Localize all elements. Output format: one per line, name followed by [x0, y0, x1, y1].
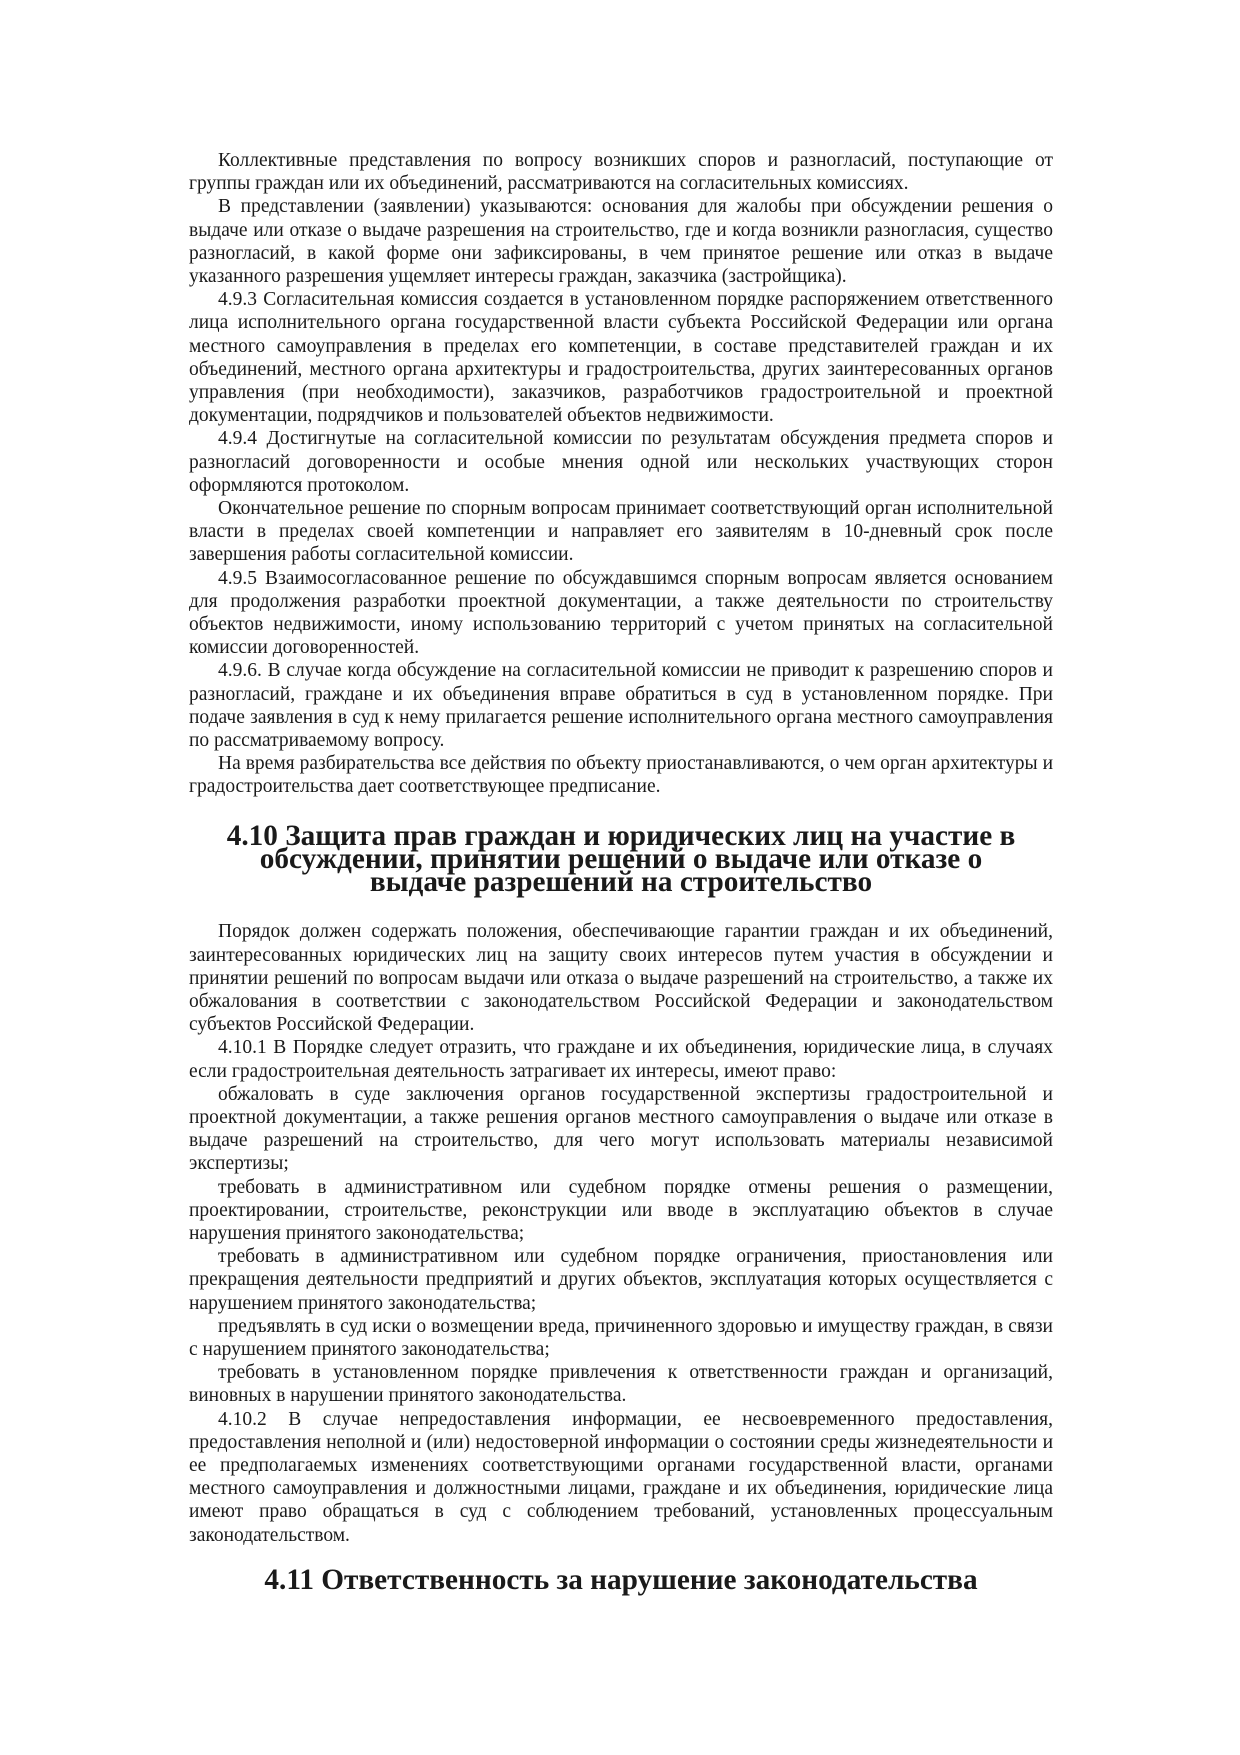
- paragraph-right-appeal-court: обжаловать в суде заключения органов государственной экспертизы градостроительной и проектной документации, а также решения органов местного самоуправления о выдаче или отказе в выдаче разрешений на строительство, для чего могут использовать материалы независимой экспертизы;: [189, 1083, 1053, 1175]
- document-page: [189, 149, 1053, 1596]
- paragraph-right-damages: предъявлять в суд иски о возмещении вреда, причиненного здоровью и имуществу граждан, в связи с нарушением принятого законодательства;: [189, 1315, 1053, 1360]
- paragraph-final-decision: Окончательное решение по спорным вопросам принимает соответствующий орган исполнительной власти в пределах своей компетенции и направляет его заявителям в 10-дневный срок после завершения работы согласительной комиссии.: [189, 498, 1053, 566]
- paragraph-4-9-3: 4.9.3 Согласительная комиссия создается в установленном порядке распоряжением ответственного лица исполнительного органа государственной власти субъекта Российской Федерации или органа местного самоуправления в пределах его компетенции, в составе представителей граждан и их объединений, местного органа архитектуры и градостроительства, других заинтересованных органов управления (при необходимости), заказчиков, разработчиков градостроительной и проектной документации, подрядчиков и пользователей объектов недвижимости.: [189, 289, 1053, 427]
- paragraph-procedure-guarantees: Порядок должен содержать положения, обеспечивающие гарантии граждан и их объединений, заинтересованных юридических лиц на защиту своих интересов путем участия в обсуждении и принятии решений по вопросам выдачи или отказа о выдаче разрешений на строительство, а также их обжалования в соответствии с законодательством Российской Федерации и законодательством субъектов Российской Федерации.: [189, 921, 1053, 1036]
- paragraph-proceedings-suspension: На время разбирательства все действия по объекту приостанавливаются, о чем орган архитектуры и градостроительства дает соответствующее предписание.: [189, 753, 1053, 798]
- paragraph-4-9-4: 4.9.4 Достигнутые на согласительной комиссии по результатам обсуждения предмета споров и разногласий договоренности и особые мнения одной или нескольких участвующих сторон оформляются протоколом.: [189, 428, 1053, 496]
- paragraph-4-10-1: 4.10.1 В Порядке следует отразить, что граждане и их объединения, юридические лица, в случаях если градостроительная деятельность затрагивает их интересы, имеют право:: [189, 1037, 1053, 1082]
- paragraph-right-cancel-decision: требовать в административном или судебном порядке отмены решения о размещении, проектировании, строительстве, реконструкции или вводе в эксплуатацию объектов в случае нарушения принятого законодательства;: [189, 1176, 1053, 1244]
- paragraph-collective-representations: Коллективные представления по вопросу возникших споров и разногласий, поступающие от группы граждан или их объединений, рассматриваются на согласительных комиссиях.: [189, 150, 1053, 195]
- section-heading-4-11: 4.11 Ответственность за нарушение законодательства: [264, 1563, 978, 1596]
- paragraph-right-restrict-activity: требовать в административном или судебном порядке ограничения, приостановления или прекращения деятельности предприятий и других объектов, эксплуатация которых осуществляется с нарушением принятого законодательства;: [189, 1246, 1053, 1314]
- paragraph-4-9-6: 4.9.6. В случае когда обсуждение на согласительной комиссии не приводит к разрешению споров и разногласий, граждане и их объединения вправе обратиться в суд в установленном порядке. При подаче заявления в суд к нему прилагается решение исполнительного органа местного самоуправления по рассматриваемому вопросу.: [189, 660, 1053, 752]
- paragraph-4-10-2: 4.10.2 В случае непредоставления информации, ее несвоевременного предоставления, предоставления неполной и (или) недостоверной информации о состоянии среды жизнедеятельности и ее предполагаемых изменениях соответствующими органами государственной власти, органами местного самоуправления и должностными лицами, граждане и их объединения, юридические лица имеют право обращаться в суд с соблюдением требований, установленных процессуальным законодательством.: [189, 1408, 1053, 1546]
- paragraph-4-9-5: 4.9.5 Взаимосогласованное решение по обсуждавшимся спорным вопросам является основанием для продолжения разработки проектной документации, а также деятельности по строительству объектов недвижимости, иному использованию территорий с учетом принятых на согласительной комиссии договоренностей.: [189, 567, 1053, 659]
- paragraph-statement-contents: В представлении (заявлении) указываются: основания для жалобы при обсуждении решения о выдаче или отказе о выдаче разрешения на строительство, где и когда возникли разногласия, существо разногласий, в какой форме они зафиксированы, в чем принятое решение или отказ в выдаче указанного разрешения ущемляет интересы граждан, заказчика (застройщика).: [189, 196, 1053, 288]
- section-heading-4-10: 4.10 Защита прав граждан и юридических лиц на участие в обсуждении, принятии решений о выдаче или отказе о выдаче разрешений на строительство: [226, 819, 1016, 899]
- paragraph-right-liability: требовать в установленном порядке привлечения к ответственности граждан и организаций, виновных в нарушении принятого законодательства.: [189, 1362, 1053, 1407]
